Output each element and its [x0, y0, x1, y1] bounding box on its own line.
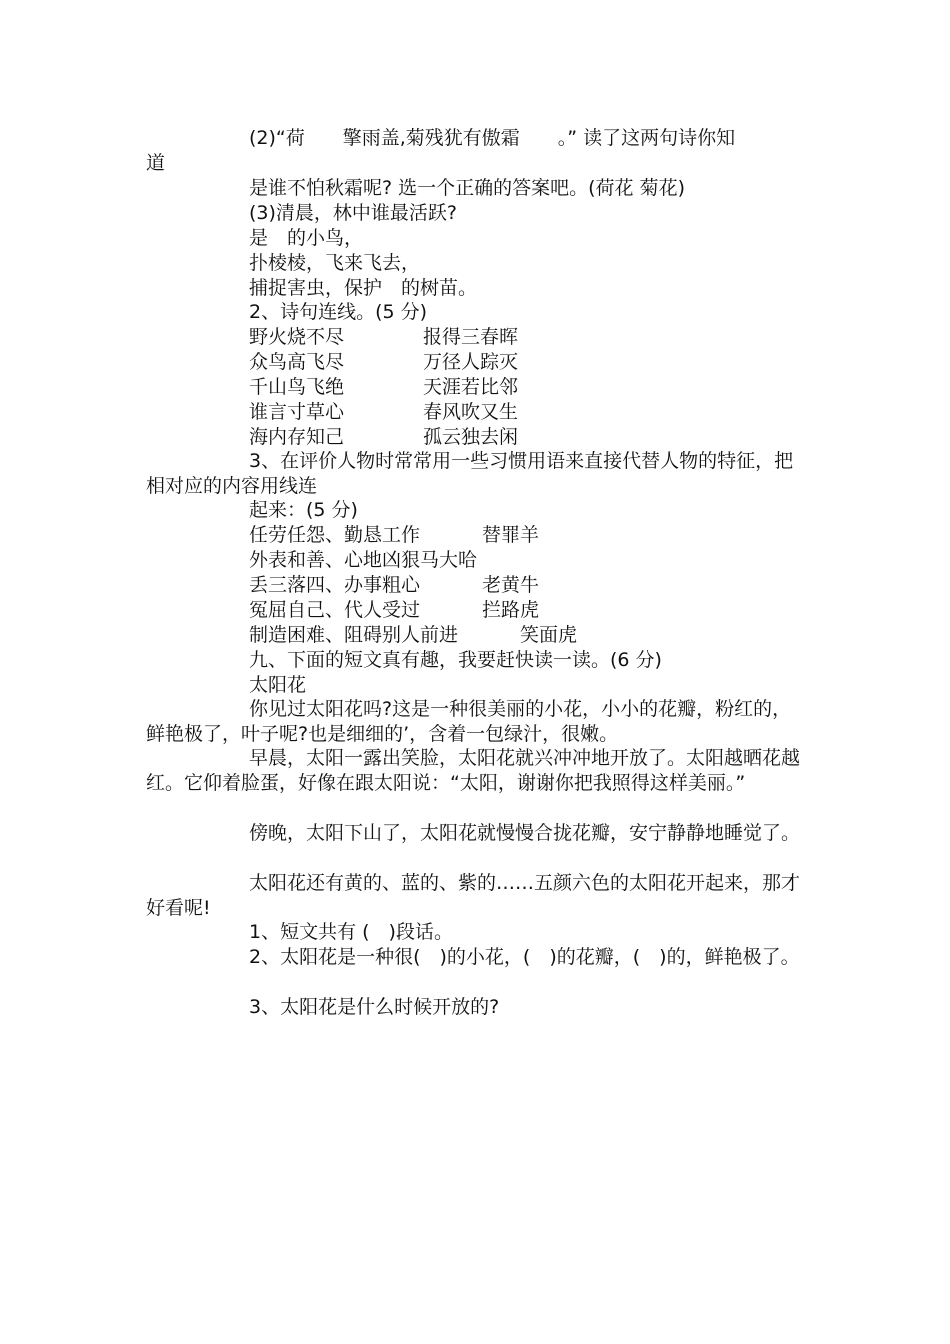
- poem-right-5: 孤云独去闲: [423, 426, 519, 448]
- q2-line-1-end: 道: [146, 152, 166, 174]
- poem-right-3: 天涯若比邻: [423, 376, 519, 398]
- section-9-title: 九、下面的短文真有趣，我要赶快读一读。(6 分): [249, 649, 662, 671]
- match-row-4-left: 冤屈自己、代人受过: [249, 599, 421, 621]
- match-row-3-right: 老黄牛: [482, 574, 540, 596]
- match-row-2-left: 外表和善、心地凶狠马大哈: [249, 549, 478, 571]
- poem-right-1: 报得三春晖: [423, 326, 519, 348]
- question-1: 1、短文共有 ( )段话。: [249, 921, 453, 943]
- poem-left-3: 千山鸟飞绝: [249, 376, 345, 398]
- q3-line-4: 捕捉害虫，保护 的树苗。: [249, 277, 478, 299]
- story-paragraph-3: 傍晚，太阳下山了，太阳花就慢慢合拢花瓣，安宁静静地睡觉了。: [249, 822, 801, 844]
- match-row-1-right: 替罪羊: [482, 524, 540, 546]
- q2-line-1: (2)“荷 擎雨盖,菊残犹有傲霜 。” 读了这两句诗你知: [249, 127, 736, 149]
- poem-left-5: 海内存知己: [249, 426, 345, 448]
- story-paragraph-2: 早晨，太阳一露出笑脸，太阳花就兴冲冲地开放了。太阳越晒花越红。它仰着脸蛋，好像在跟太阳说：“太阳，谢谢你把我照得这样美丽。”: [146, 747, 801, 794]
- match-row-3-left: 丢三落四、办事粗心: [249, 574, 421, 596]
- poem-left-4: 谁言寸草心: [249, 401, 345, 423]
- q2-line-2: 是谁不怕秋霜呢? 选一个正确的答案吧。(荷花 菊花): [249, 177, 685, 199]
- story-title: 太阳花: [249, 674, 307, 696]
- story-paragraph-1: 你见过太阳花吗?这是一种很美丽的小花，小小的花瓣，粉红的，鲜艳极了，叶子呢?也是细细的’，含着一包绿汁，很嫩。: [146, 698, 792, 745]
- poem-left-1: 野火烧不尽: [249, 326, 345, 348]
- poem-right-4: 春风吹又生: [423, 401, 519, 423]
- poem-left-2: 众鸟高飞尽: [249, 351, 345, 373]
- poem-right-2: 万径人踪灭: [423, 351, 519, 373]
- q3-line-3: 扑棱棱，飞来飞去，: [249, 252, 421, 274]
- question-3: 3、太阳花是什么时候开放的?: [249, 996, 500, 1018]
- q3-line-2: 是 的小鸟，: [249, 227, 364, 249]
- story-paragraph-4: 太阳花还有黄的、蓝的、紫的……五颜六色的太阳花开起来，那才好看呢!: [146, 872, 801, 919]
- match-row-5-right: 笑面虎: [520, 624, 578, 646]
- section-3-intro-end: 起来：(5 分): [249, 499, 358, 521]
- section-2-title: 2、诗句连线。(5 分): [249, 301, 428, 323]
- match-row-5-left: 制造困难、阻碍别人前进: [249, 624, 459, 646]
- section-3-intro: 3、在评价人物时常常用一些习惯用语来直接代替人物的特征，把相对应的内容用线连: [146, 450, 794, 497]
- match-row-4-right: 拦路虎: [482, 599, 540, 621]
- q3-line-1: (3)清晨，林中谁最活跃?: [249, 202, 457, 224]
- question-2: 2、太阳花是一种很( )的小花，( )的花瓣，( )的，鲜艳极了。: [249, 946, 800, 968]
- match-row-1-left: 任劳任怨、勤恳工作: [249, 524, 421, 546]
